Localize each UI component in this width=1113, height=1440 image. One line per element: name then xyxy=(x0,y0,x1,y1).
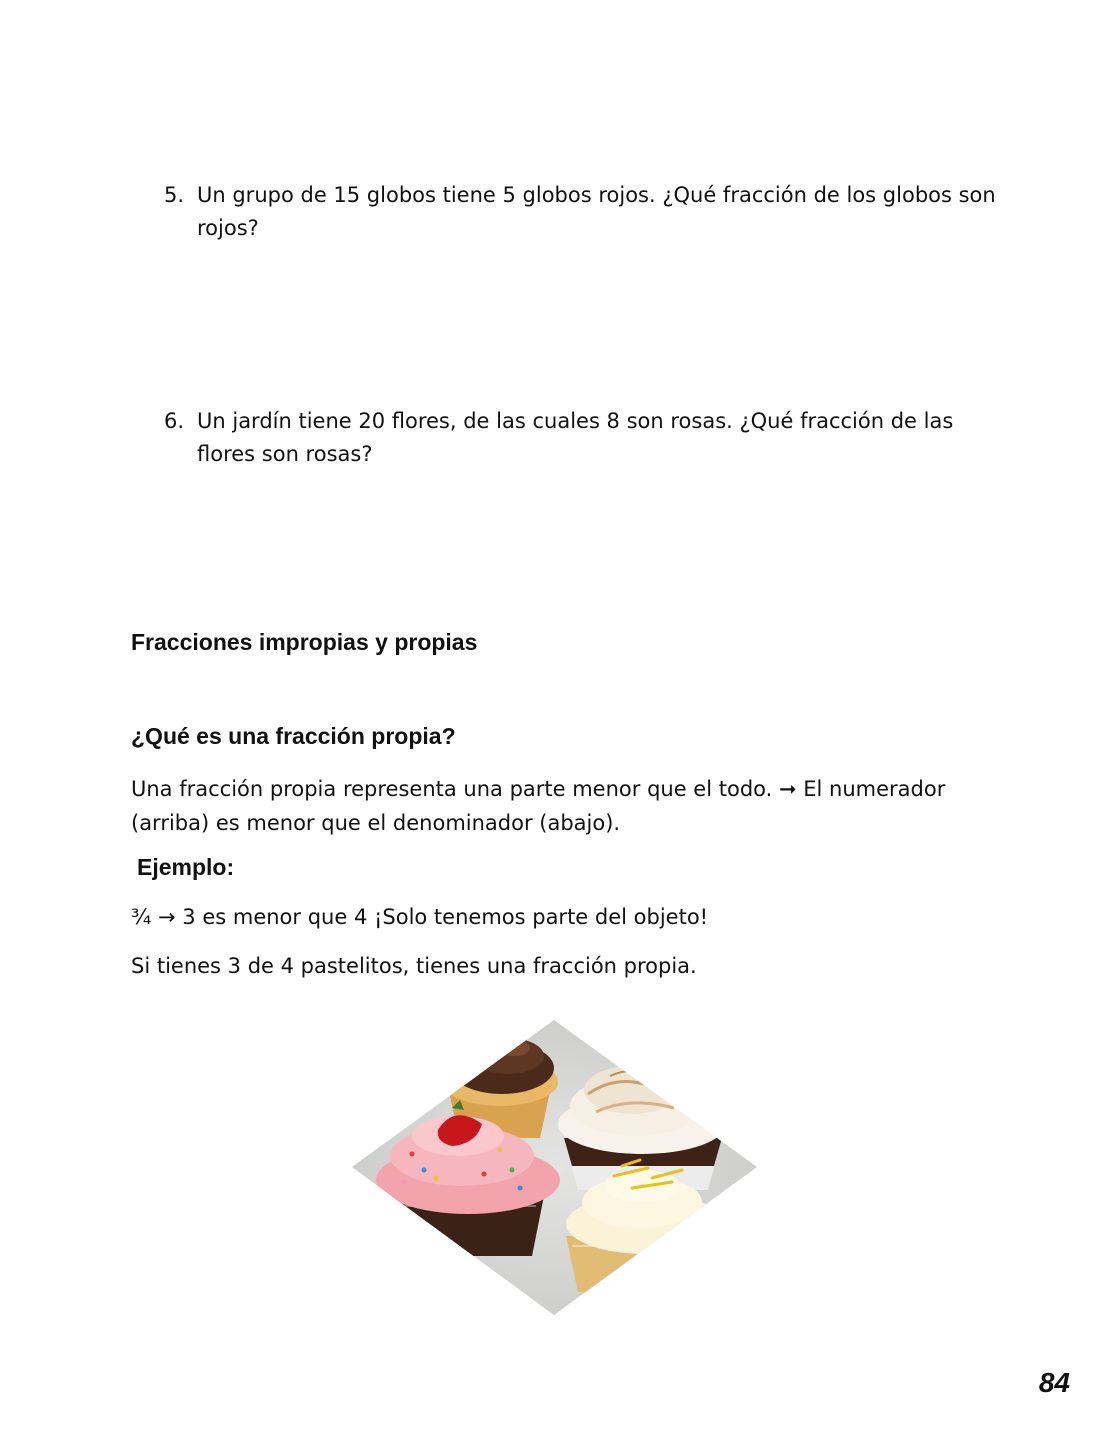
subsection-title: ¿Qué es una fracción propia? xyxy=(131,723,456,749)
question-5 xyxy=(164,179,1004,245)
question-number: 6. xyxy=(164,409,185,433)
example-line: ³⁄₄ → 3 es menor que 4 ¡Solo tenemos parte del objeto! xyxy=(131,905,709,929)
cupcakes-illustration xyxy=(352,1020,757,1315)
definition-paragraph: Una fracción propia representa una parte menor que el todo. ➞ El numerador (arriba) es menor que el denominador (abajo). xyxy=(131,777,946,835)
page-number: 84 xyxy=(1038,1367,1070,1398)
question-text: Un grupo de 15 globos tiene 5 globos rojos. ¿Qué fracción de los globos son rojos? xyxy=(197,183,996,240)
question-text: Un jardín tiene 20 flores, de las cuales 8 son rosas. ¿Qué fracción de las flores son rosas? xyxy=(197,409,954,466)
cupcakes-image xyxy=(352,1020,757,1315)
section-title: Fracciones impropias y propias xyxy=(131,629,478,655)
example-heading: Ejemplo: xyxy=(137,854,235,880)
question-number: 5. xyxy=(164,183,185,207)
cupcake-line: Si tienes 3 de 4 pastelitos, tienes una fracción propia. xyxy=(131,954,697,978)
question-6 xyxy=(164,405,1004,471)
